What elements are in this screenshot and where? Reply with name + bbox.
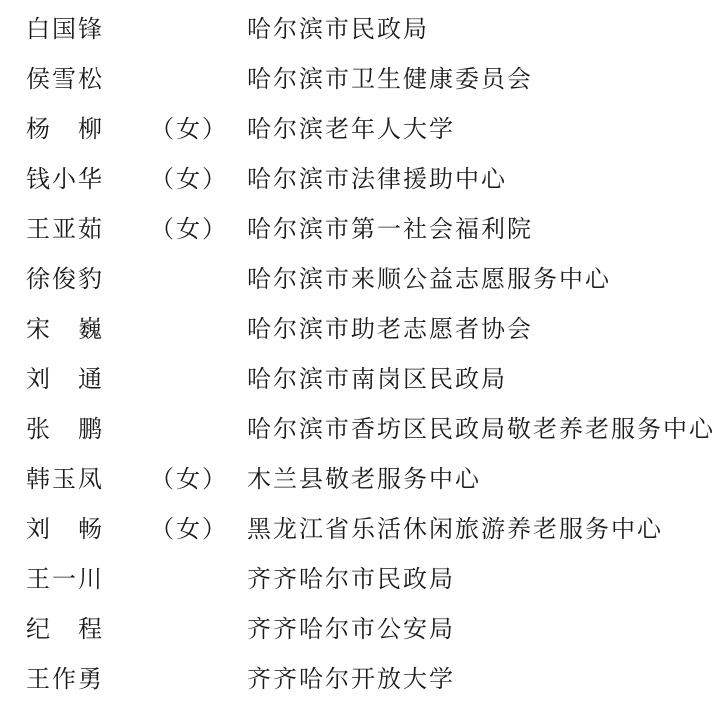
person-name: 张 鹏: [26, 415, 104, 443]
organization: 哈尔滨市法律援助中心: [247, 165, 507, 193]
person-name: 白国锋: [26, 15, 104, 43]
gender-note: （女）: [150, 515, 228, 543]
person-name: 韩玉凤: [26, 465, 104, 493]
gender-note: （女）: [150, 115, 228, 143]
person-name: 宋 巍: [26, 315, 104, 343]
person-name: 钱小华: [26, 165, 104, 193]
list-item: [0, 604, 725, 654]
list-item: [0, 454, 725, 504]
organization: 哈尔滨市南岗区民政局: [247, 365, 507, 393]
list-item: [0, 654, 725, 704]
gender-note: （女）: [150, 465, 228, 493]
person-name: 侯雪松: [26, 65, 104, 93]
person-name: 杨 柳: [26, 115, 104, 143]
honoree-list: [0, 4, 725, 704]
organization: 齐齐哈尔市民政局: [247, 565, 455, 593]
person-name: 刘 通: [26, 365, 104, 393]
person-name: 王一川: [26, 565, 104, 593]
list-item: [0, 304, 725, 354]
organization: 哈尔滨市来顺公益志愿服务中心: [247, 265, 611, 293]
organization: 哈尔滨老年人大学: [247, 115, 455, 143]
gender-note: （女）: [150, 165, 228, 193]
organization: 黑龙江省乐活休闲旅游养老服务中心: [247, 515, 663, 543]
list-item: [0, 554, 725, 604]
organization: 木兰县敬老服务中心: [247, 465, 481, 493]
organization: 哈尔滨市助老志愿者协会: [247, 315, 533, 343]
person-name: 王亚茹: [26, 215, 104, 243]
list-item: [0, 504, 725, 554]
list-item: [0, 154, 725, 204]
organization: 哈尔滨市第一社会福利院: [247, 215, 533, 243]
list-item: [0, 4, 725, 54]
list-item: [0, 204, 725, 254]
person-name: 王作勇: [26, 665, 104, 693]
organization: 齐齐哈尔开放大学: [247, 665, 455, 693]
organization: 哈尔滨市卫生健康委员会: [247, 65, 533, 93]
organization: 哈尔滨市民政局: [247, 15, 429, 43]
list-item: [0, 54, 725, 104]
list-item: [0, 404, 725, 454]
list-item: [0, 354, 725, 404]
person-name: 徐俊豹: [26, 265, 104, 293]
organization: 哈尔滨市香坊区民政局敬老养老服务中心: [247, 415, 715, 443]
gender-note: （女）: [150, 215, 228, 243]
organization: 齐齐哈尔市公安局: [247, 615, 455, 643]
list-item: [0, 104, 725, 154]
person-name: 刘 畅: [26, 515, 104, 543]
person-name: 纪 程: [26, 615, 104, 643]
list-item: [0, 254, 725, 304]
